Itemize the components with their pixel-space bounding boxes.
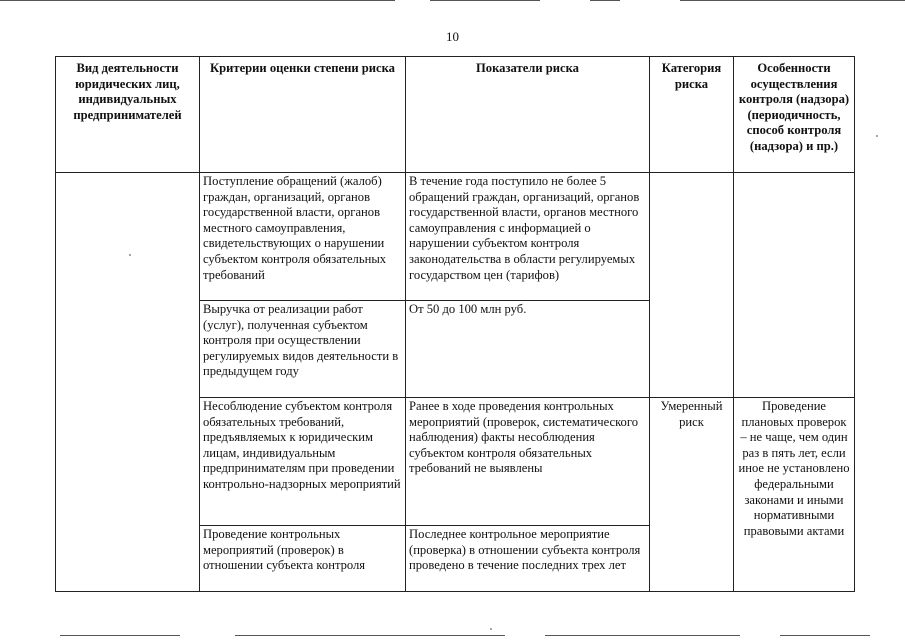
criterion-cell: Проведение контрольных мероприятий (проверок) в отношении субъекта контроля xyxy=(200,526,406,592)
top-edge-line xyxy=(680,0,905,1)
header-risk-category: Категория риска xyxy=(650,57,734,173)
top-edge-line xyxy=(430,0,540,1)
indicator-cell: Последнее контрольное мероприятие (проверка) в отношении субъекта контроля проведено в течение последних трех лет xyxy=(406,526,650,592)
page-number: 10 xyxy=(446,29,459,44)
control-features-cell: Проведение плановых проверок – не чаще, чем один раз в пять лет, если иное не установлено федеральными законами и иными нормативными правовыми актами xyxy=(734,398,855,592)
header-indicators: Показатели риска xyxy=(406,57,650,173)
category-cell-empty xyxy=(650,173,734,398)
table-row xyxy=(56,173,855,301)
indicator-cell: От 50 до 100 млн руб. xyxy=(406,301,650,398)
header-control-features: Особенности осуществления контроля (надзора) (периодичность, способ контроля (надзора) и пр.) xyxy=(734,57,855,173)
bottom-edge-line xyxy=(235,635,505,636)
criterion-cell: Выручка от реализации работ (услуг), полученная субъектом контроля при осуществлении регулируемых видов деятельности в предыдущем году xyxy=(200,301,406,398)
indicator-cell: Ранее в ходе проведения контрольных мероприятий (проверок, систематического наблюдения) факты несоблюдения субъектом контроля обязательных требований не выявлены xyxy=(406,398,650,526)
risk-category-cell: Умеренный риск xyxy=(650,398,734,592)
scan-speck xyxy=(490,628,492,630)
header-activity-type: Вид деятельности юридических лиц, индивидуальных предпринимателей xyxy=(56,57,200,173)
bottom-edge-line xyxy=(545,635,740,636)
table-header-row xyxy=(56,57,855,173)
bottom-edge-line xyxy=(780,635,870,636)
scan-speck xyxy=(876,135,878,137)
features-cell-empty xyxy=(734,173,855,398)
top-edge-line xyxy=(0,0,395,1)
activity-type-cell xyxy=(56,173,200,592)
risk-criteria-table xyxy=(55,56,855,592)
criterion-cell: Поступление обращений (жалоб) граждан, организаций, органов государственной власти, органов местного самоуправления, свидетельствующих о нарушении субъектом контроля обязательных требований xyxy=(200,173,406,301)
criterion-cell: Несоблюдение субъектом контроля обязательных требований, предъявляемых к юридическим лицам, индивидуальным предпринимателям при проведении контрольно-надзорных мероприятий xyxy=(200,398,406,526)
header-criteria: Критерии оценки степени риска xyxy=(200,57,406,173)
top-edge-line xyxy=(590,0,620,1)
indicator-cell: В течение года поступило не более 5 обращений граждан, организаций, органов государственной власти, органов местного самоуправления с информацией о нарушении субъектом контроля законодательства в области регулируемых государством цен (тарифов) xyxy=(406,173,650,301)
bottom-edge-line xyxy=(60,635,180,636)
